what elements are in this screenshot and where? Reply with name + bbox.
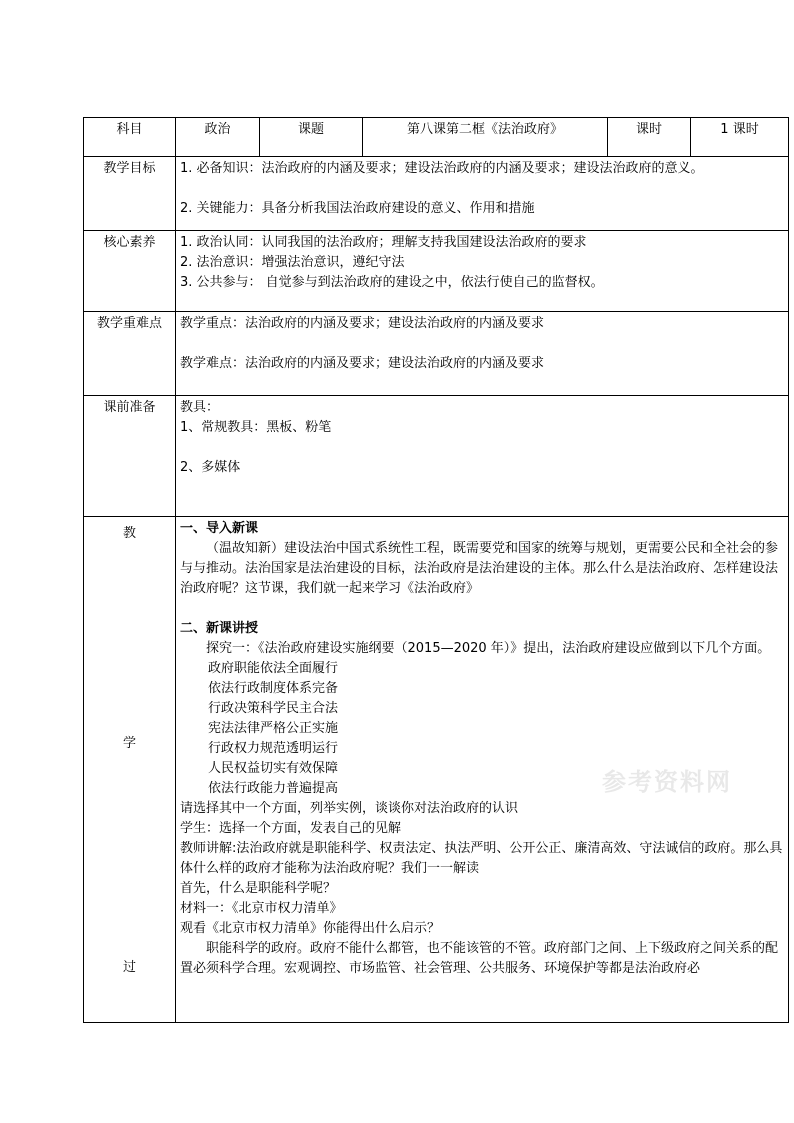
lesson-plan-table (83, 117, 789, 1023)
hours-label: 课时 (608, 118, 691, 157)
subject-value: 政治 (176, 118, 260, 157)
subject-label: 科目 (84, 118, 176, 157)
aspect-item: 人民权益切实有效保障 (208, 761, 339, 776)
process-label-char: 过 (122, 960, 136, 975)
keypoints-content (176, 312, 789, 396)
first-question: 首先，什么是职能科学呢？ (180, 881, 337, 896)
aspect-item: 宪法法律严格公正实施 (208, 721, 339, 736)
literacy-item: 2. 法治意识：增强法治意识，遵纪守法 (180, 255, 405, 270)
keypoints-label: 教学重难点 (84, 312, 176, 396)
literacy-label: 核心素养 (84, 231, 176, 312)
preparation-row (84, 396, 789, 517)
task-line: 请选择其中一个方面，列举实例，谈谈你对法治政府的认识 (180, 801, 519, 816)
explore-paragraph: 探究一：《法治政府建设实施纲要（2015—2020 年）》提出，法治政府建设应做到以下几个方面。 (206, 641, 771, 656)
literacy-content (176, 231, 789, 312)
student-line: 学生：选择一个方面，发表自己的见解 (180, 821, 402, 836)
process-label-char: 学 (122, 736, 136, 751)
literacy-item: 1. 政治认同：认同我国的法治政府；理解支持我国建设法治政府的要求 (180, 235, 587, 250)
goal-item: 2. 关键能力：具备分析我国法治政府建设的意义、作用和措施 (180, 201, 535, 216)
new-lesson-heading: 二、新课讲授 (180, 621, 259, 636)
process-label (84, 517, 176, 1023)
intro-heading: 一、导入新课 (180, 521, 259, 536)
watermark: 参考资料网 (602, 768, 732, 796)
preparation-content (176, 396, 789, 517)
preparation-line: 教具： (180, 400, 220, 415)
preparation-label: 课前准备 (84, 396, 176, 517)
watch-question: 观看《北京市权力清单》你能得出什么启示？ (180, 921, 441, 936)
topic-value: 第八课第二框《法治政府》 (363, 118, 608, 157)
preparation-line: 2、多媒体 (180, 460, 241, 475)
goals-label: 教学目标 (84, 157, 176, 231)
teaching-focus: 教学重点：法治政府的内涵及要求；建设法治政府的内涵及要求 (180, 316, 545, 331)
material-title: 材料一：《北京市权力清单》 (180, 901, 343, 916)
aspect-item: 依法行政能力普遍提高 (208, 781, 339, 796)
intro-paragraph: （温故知新）建设法治中国式系统性工程，既需要党和国家的统筹与规划，更需要公民和全社会的参与与推动。法治国家是法治建设的目标，法治政府是法治建设的主体。那么什么是法治政府、怎样建设法治政府呢？这节课，我们就一起来学习《法治政府》 (180, 541, 779, 596)
literacy-item: 3. 公共参与： 自觉参与到法治政府的建设之中，依法行使自己的监督权。 (180, 275, 604, 290)
teaching-difficulty: 教学难点：法治政府的内涵及要求；建设法治政府的内涵及要求 (180, 356, 545, 371)
preparation-line: 1、常规教具：黑板、粉笔 (180, 420, 332, 435)
goal-item: 1. 必备知识：法治政府的内涵及要求；建设法治政府的内涵及要求；建设法治政府的意义。 (180, 161, 704, 176)
aspect-item: 依法行政制度体系完备 (208, 681, 339, 696)
literacy-row (84, 231, 789, 312)
aspect-item: 政府职能依法全面履行 (208, 661, 339, 676)
hours-value: 1 课时 (691, 118, 789, 157)
header-row (84, 118, 789, 157)
keypoints-row (84, 312, 789, 396)
goals-content (176, 157, 789, 231)
topic-label: 课题 (260, 118, 363, 157)
goals-row (84, 157, 789, 231)
aspect-item: 行政权力规范透明运行 (208, 741, 339, 756)
aspect-item: 行政决策科学民主合法 (208, 701, 339, 716)
answer-paragraph: 职能科学的政府。政府不能什么都管，也不能该管的不管。政府部门之间、上下级政府之间关系的配置必须科学合理。宏观调控、市场监管、社会管理、公共服务、环境保护等都是法治政府必 (180, 941, 779, 976)
process-label-char: 教 (122, 526, 136, 541)
teacher-paragraph: 教师讲解:法治政府就是职能科学、权责法定、执法严明、公开公正、廉清高效、守法诚信的政府。那么具体什么样的政府才能称为法治政府呢？我们一一解读 (180, 841, 783, 876)
